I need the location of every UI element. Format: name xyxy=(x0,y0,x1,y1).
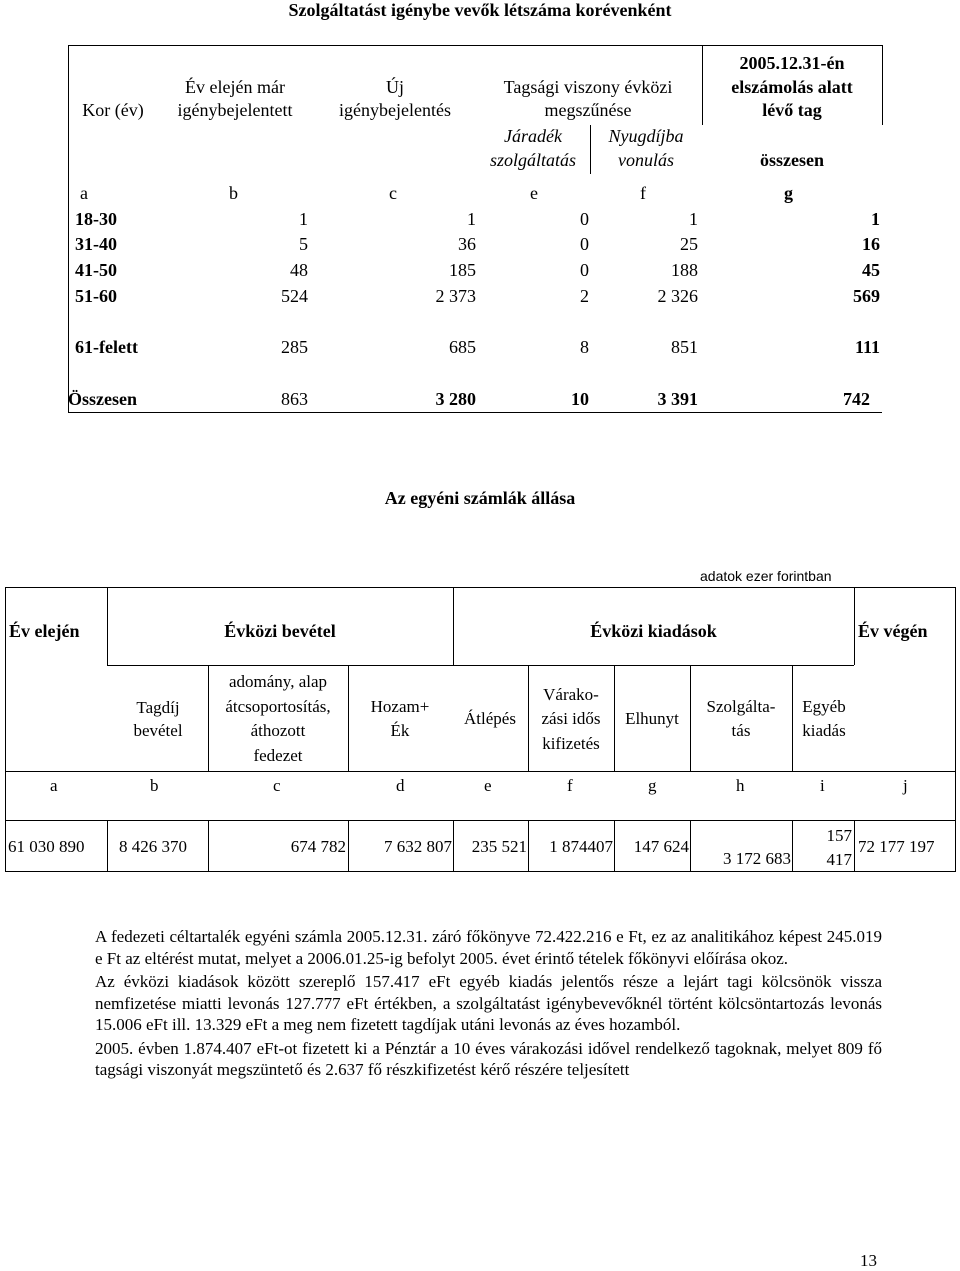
group-ev-vegen: Év végén xyxy=(858,621,928,641)
cell-g: 1 xyxy=(871,209,880,229)
sub-egyeb-2: kiadás xyxy=(802,721,846,740)
cell-f: 2 326 xyxy=(657,286,698,306)
sub-szolg-1: Szolgálta- xyxy=(706,697,776,716)
cell-c: 2 373 xyxy=(435,286,476,306)
value-divider xyxy=(690,820,691,871)
header-nyugdij-2: vonulás xyxy=(618,150,674,170)
cell-e: 0 xyxy=(580,260,589,280)
cell-c: 36 xyxy=(458,234,476,254)
value-j: 72 177 197 xyxy=(858,837,935,856)
group-evkozi-kiadasok: Évközi kiadások xyxy=(590,621,717,641)
header-datum-3: lévő tag xyxy=(762,100,822,120)
header-datum-2: elszámolás alatt xyxy=(731,77,853,97)
value-divider xyxy=(348,820,349,871)
sub-adomany-4: fedezet xyxy=(253,746,303,765)
cell-f: 1 xyxy=(689,209,698,229)
cell-b: 1 xyxy=(299,209,308,229)
cell-g: 111 xyxy=(854,337,880,357)
header-uj-1: Új xyxy=(386,77,404,97)
letter-f: f xyxy=(640,183,646,203)
table2-title: Az egyéni számlák állása xyxy=(384,488,576,508)
cell-b: 863 xyxy=(281,389,308,409)
cell-c: 185 xyxy=(449,260,476,280)
cell-e: 10 xyxy=(571,389,589,409)
sub-adomany-3: áthozott xyxy=(250,721,306,740)
header-ev-elejen-2: igénybejelentett xyxy=(177,100,293,120)
sub-atlepes: Átlépés xyxy=(464,709,516,728)
sub-elhunyt: Elhunyt xyxy=(625,709,679,728)
table1-title: Szolgáltatást igénybe vevők létszáma korévenként xyxy=(288,0,672,20)
sub-egyeb-1: Egyéb xyxy=(802,697,846,716)
value-divider xyxy=(453,820,454,871)
cell-f: 3 391 xyxy=(657,389,698,409)
letter-j: j xyxy=(903,776,908,795)
col-divider xyxy=(792,665,793,771)
cell-b: 5 xyxy=(299,234,308,254)
header-jaradek-1: Járadék xyxy=(504,126,562,146)
letter-h: h xyxy=(736,776,745,795)
sub-hozam-1: Hozam+ xyxy=(370,697,430,716)
letter-d: d xyxy=(396,776,405,795)
cell-b: 524 xyxy=(281,286,308,306)
table1-top-border xyxy=(68,45,882,46)
header-ev-elejen-1: Év elején már xyxy=(185,77,285,97)
group-row-border xyxy=(107,665,854,666)
header-jaradek-2: szolgáltatás xyxy=(489,150,577,170)
value-row-top xyxy=(5,820,956,821)
table1-bottom-border xyxy=(68,412,882,413)
cell-b: 48 xyxy=(290,260,308,280)
header-nyugdij-1: Nyugdíjba xyxy=(608,126,684,146)
col-divider xyxy=(690,665,691,771)
cell-g: 569 xyxy=(853,286,880,306)
letter-c: c xyxy=(389,183,397,203)
subheader-bottom-border xyxy=(5,771,956,772)
value-d: 7 632 807 xyxy=(384,837,452,856)
cell-e: 2 xyxy=(580,286,589,306)
value-divider xyxy=(107,820,108,871)
header-kor: Kor (év) xyxy=(82,100,144,120)
paragraph-kifizetes: 2005. évben 1.874.407 eFt-ot fizetett ki a Pénztár a 10 éves várakozási idővel rendelkező tagoknak, melyet 809 fő tagsági viszonyát megszüntető és 2.637 fő részkifizetést kérő részére teljesített xyxy=(95,1038,882,1079)
row-kor: 31-40 xyxy=(75,234,117,254)
value-a: 61 030 890 xyxy=(8,837,85,856)
cell-c: 1 xyxy=(467,209,476,229)
page-number: 13 xyxy=(860,1251,877,1270)
sub-tagdij-1: Tagdíj xyxy=(136,698,180,717)
unit-note: adatok ezer forintban xyxy=(700,568,832,584)
header-osszesen: összesen xyxy=(760,150,824,170)
sub-tagdij-2: bevétel xyxy=(133,721,183,740)
header-tagsagi-1: Tagsági viszony évközi xyxy=(503,77,673,97)
letter-g: g xyxy=(784,183,793,203)
row-kor: 51-60 xyxy=(75,286,117,306)
value-c: 674 782 xyxy=(290,837,346,856)
cell-f: 188 xyxy=(671,260,698,280)
sub-varako-1: Várako- xyxy=(543,685,599,704)
row-kor: 18-30 xyxy=(75,209,117,229)
letter-e: e xyxy=(530,183,538,203)
cell-f: 25 xyxy=(680,234,698,254)
group-evkozi-bevetel: Évközi bevétel xyxy=(224,621,336,641)
header-uj-2: igénybejelentés xyxy=(339,100,451,120)
table2-left-border xyxy=(5,587,6,871)
text-body xyxy=(95,926,882,1083)
letter-e: e xyxy=(484,776,492,795)
group-ev-elejen: Év elején xyxy=(9,621,80,641)
letter-b: b xyxy=(150,776,159,795)
sub-varako-2: zási idős xyxy=(541,709,601,728)
header-sub-divider xyxy=(590,125,591,174)
table2-top-border xyxy=(5,587,956,588)
table2-bottom-border xyxy=(5,871,956,872)
cell-e: 0 xyxy=(580,234,589,254)
sub-varako-3: kifizetés xyxy=(542,734,600,753)
value-h: 3 172 683 xyxy=(723,849,791,868)
sub-adomany-1: adomány, alap xyxy=(228,672,328,691)
cell-e: 0 xyxy=(580,209,589,229)
letter-b: b xyxy=(229,183,238,203)
paragraph-fedezeti: A fedezeti céltartalék egyéni számla 2005.12.31. záró főkönyve 72.422.216 e Ft, ez az analitikához képest 245.019 e Ft az eltérést mutat, melyet a 2006.01.25-ig befolyt 2005. évet érintő tételek főkönyvi előírása okoz. xyxy=(95,927,882,968)
table1-right-border-lower xyxy=(882,125,883,412)
letter-i: i xyxy=(820,776,825,795)
value-b: 8 426 370 xyxy=(119,837,187,856)
letter-g: g xyxy=(648,776,657,795)
letter-c: c xyxy=(273,776,281,795)
value-divider xyxy=(528,820,529,871)
row-kor: Összesen xyxy=(68,389,137,409)
value-divider xyxy=(854,820,855,871)
value-divider xyxy=(614,820,615,871)
value-g: 147 624 xyxy=(633,837,689,856)
cell-c: 685 xyxy=(449,337,476,357)
letter-a: a xyxy=(80,183,88,203)
value-i-1: 157 xyxy=(826,826,852,845)
value-i-2: 417 xyxy=(826,850,852,869)
table1-right-border xyxy=(882,45,883,125)
row-kor: 41-50 xyxy=(75,260,117,280)
row-kor: 61-felett xyxy=(75,337,138,357)
cell-b: 285 xyxy=(281,337,308,357)
cell-f: 851 xyxy=(671,337,698,357)
value-f: 1 874407 xyxy=(549,837,613,856)
paragraph-evkozi-kiadasok: Az évközi kiadások között szereplő 157.417 eFt egyéb kiadás jelentős része a lejárt tagi kölcsönök vissza nemfizetése miatti levonás 127.777 eFt értékben, a szolgáltatást igénybevevőknél történt kölcsöntartozás levonás 15.006 eFt ill. 13.329 eFt a meg nem fizetett tagdíjak utáni levonás az éves hozamból. xyxy=(95,972,882,1034)
sub-adomany-2: átcsoportosítás, xyxy=(225,697,331,716)
cell-e: 8 xyxy=(580,337,589,357)
value-divider xyxy=(792,820,793,871)
cell-g: 45 xyxy=(862,260,880,280)
header-datum-1: 2005.12.31-én xyxy=(739,53,845,73)
cell-c: 3 280 xyxy=(435,389,476,409)
header-tagsagi-2: megszűnése xyxy=(544,100,632,120)
group-divider xyxy=(854,587,855,665)
table2-right-border xyxy=(955,587,956,871)
sub-szolg-2: tás xyxy=(731,721,751,740)
letter-f: f xyxy=(567,776,573,795)
cell-g: 742 xyxy=(843,389,870,409)
value-divider xyxy=(208,820,209,871)
value-e: 235 521 xyxy=(471,837,527,856)
sub-hozam-2: Ék xyxy=(390,721,410,740)
letter-a: a xyxy=(50,776,58,795)
cell-g: 16 xyxy=(862,234,880,254)
table1-left-border xyxy=(68,45,69,412)
